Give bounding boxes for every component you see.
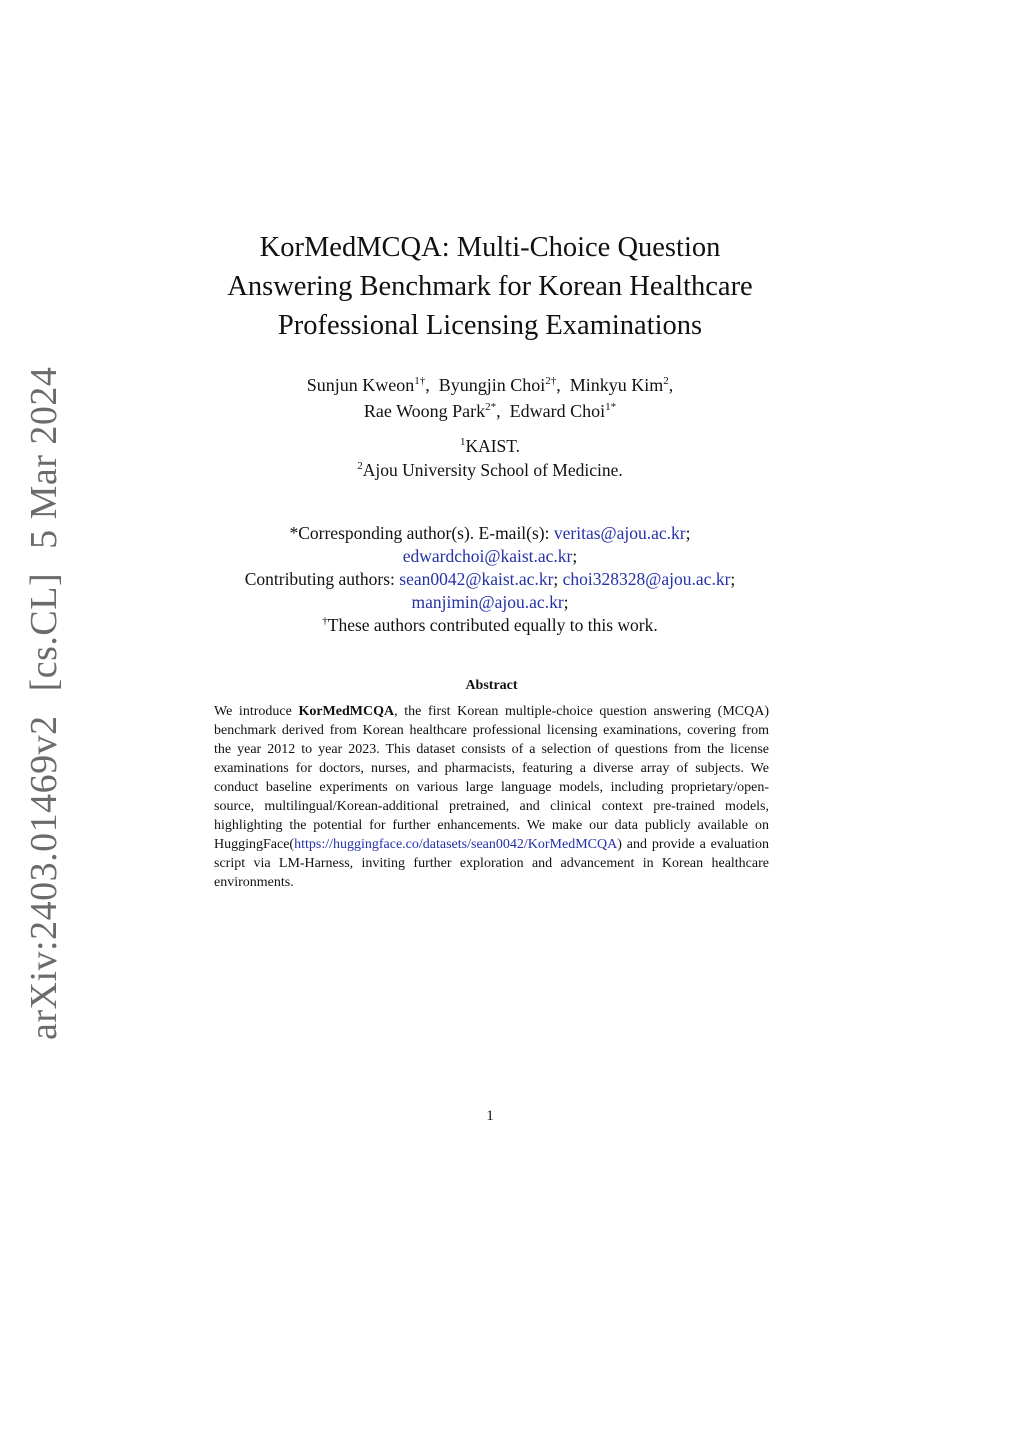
author-mark: 2* [485,401,497,413]
author-mark: 2† [545,375,557,387]
corresponding-line: *Corresponding author(s). E-mail(s): veritas@ajou.ac.kr; [289,523,691,543]
abstract-text: , the first Korean multiple-choice question answering (MCQA) benchmark derived from Korean healthcare professional licensing examinations, covering from the year 2012 to year 2023. This dataset consists of a selection of questions from the license examinations for doctors, nurses, and pharmacists, featuring a diverse array of subjects. We conduct baseline experiments on various large language models, including proprietary/open-source, multilingual/Korean-additional pretrained, and clinical context pre-trained models, highlighting the potential for further enhancements. We make our data publicly available on HuggingFace( [214,704,769,852]
author-line: Rae Woong Park$^{2*}$, Edward Choi$^{1*}$ [363,401,617,421]
author-mark: 2 [663,375,669,387]
email-link[interactable]: veritas@ajou.ac.kr [553,523,686,543]
author-name: Edward Choi [509,401,606,421]
affiliation [200,458,780,482]
abstract-intro: We introduce [214,704,292,719]
benchmark-name: KorMedMCQA [298,704,395,719]
corresponding-label: *Corresponding author(s). E-mail(s): [289,523,550,543]
title-line: Answering Benchmark for Korean Healthcare [227,271,753,302]
page-number: 1 [486,1108,494,1124]
affiliation-name: Ajou University School of Medicine. [362,460,623,480]
author-mark: 1† [414,375,426,387]
affiliation-name: KAIST. [465,436,521,456]
contributing-line: Contributing authors: sean0042@kaist.ac.kr; choi328328@ajou.ac.kr; [244,569,736,589]
equal-contribution-note: †These authors contributed equally to this work. [322,615,658,635]
author-name: Rae Woong Park [363,401,486,421]
author-name: Byungjin Choi [438,375,546,395]
affiliation [200,434,780,458]
abstract-text: ) and provide a evaluation script via LM-Harness, inviting further exploration and advancement in Korean healthcare environments. [214,837,769,890]
arxiv-side-stamp [22,353,66,1040]
email-link[interactable]: edwardchoi@kaist.ac.kr [402,546,573,566]
affiliation-mark: 1 [459,436,466,448]
affiliations [200,434,780,482]
corresponding-line: edwardchoi@kaist.ac.kr; [402,546,578,566]
huggingface-link[interactable]: https://huggingface.co/datasets/sean0042/KorMedMCQA [294,837,618,852]
contact-block [190,522,790,637]
author-mark: 1* [605,401,617,413]
email-link[interactable]: choi328328@ajou.ac.kr [562,569,731,589]
affiliation-mark: 2 [357,460,363,472]
title-line: KorMedMCQA: Multi-Choice Question [259,232,721,263]
contributing-line: manjimin@ajou.ac.kr; [411,592,569,612]
email-link[interactable]: sean0042@kaist.ac.kr [399,569,554,589]
email-link[interactable]: manjimin@ajou.ac.kr [411,592,564,612]
author-line: Sunjun Kweon$^{1\dagger}$, Byungjin Choi$^{2\dagger}$, Minkyu Kim$^2$, [306,375,674,395]
author-name: Minkyu Kim [569,375,664,395]
contributing-label: Contributing authors: [244,569,395,589]
paper-title [210,228,770,345]
arxiv-id: arXiv:2403.01469v2 [23,715,65,1040]
arxiv-category: [cs.CL] [23,572,65,692]
title-line: Professional Licensing Examinations [277,310,703,341]
abstract-body [214,702,769,892]
author-name: Sunjun Kweon [306,375,415,395]
arxiv-date: 5 Mar 2024 [23,366,65,549]
abstract-heading: Abstract [465,678,518,693]
equal-mark: † [322,615,328,627]
author-list [200,372,780,424]
